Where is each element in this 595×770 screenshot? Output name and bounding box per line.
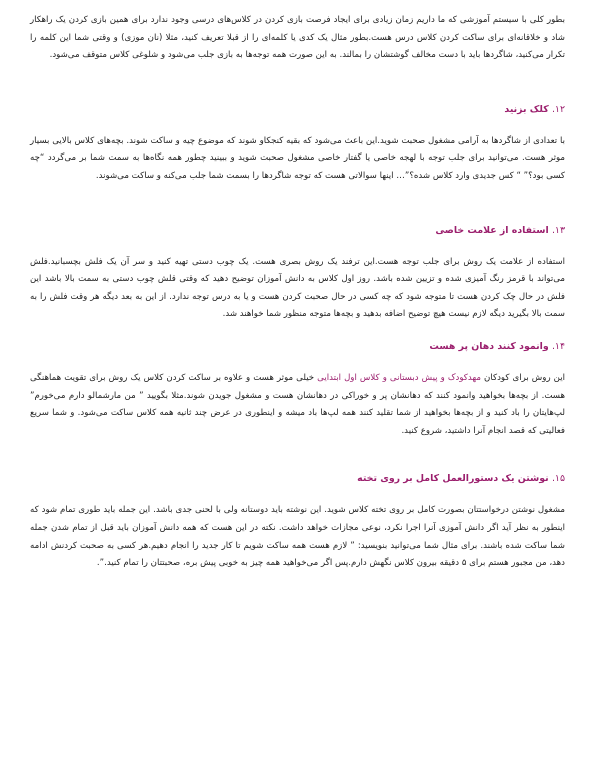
section-12-number: ۱۲. bbox=[551, 103, 565, 115]
section-15-title: نوشتن یک دستورالعمل کامل بر روی تخته bbox=[357, 473, 549, 485]
section-15-body: مشغول نوشتن درخواستتان بصورت کامل بر روی تخته کلاس شوید. این نوشته باید دوستانه ولی با لحنی جدی باشد. این جمله باید طوری تمام شود که اینطور به نظر آید اگر دانش آموزی آنرا اجرا نکرد، نوعی مجازات خواهد داشت. نکته در این هست که همه دانش آموزان باید قبل از تمام شدن جمله شما ساکت شده باشند. برای مثال شما می‌توانید بنویسید: ” لازم هست همه ساکت شویم تا کار جدید را انجام دهیم.هر کسی به صحبت کردنش ادامه دهد، من مجبور هستم برای ۵ دقیقه بیرون کلاس نگهش دارم.پس اگر می‌خواهید همه چیز به خوبی پیش بره، صحبتتان را تمام کنید.”. bbox=[30, 505, 565, 569]
article-page bbox=[30, 12, 565, 573]
section-15-heading bbox=[30, 470, 565, 488]
section-13-heading bbox=[30, 222, 565, 240]
section-13-body: استفاده از علامت یک روش برای جلب توجه هست.این ترفند یک روش بصری هست. یک چوب دستی تهیه کنید و سر آن یک فلش بچسبانید.فلش می‌تواند با قرمز رنگ آمیزی شده و تزیین شده باشد. روز اول کلاس به دانش آموزان توضیح دهید که وقتی قلش چوب دستی به سمت بالا باشد این فلش در حال چک کردن هست تا متوجه شود که چه کسی در حال صحبت کردن هست و یا به درس توجه ندارد. از این به بعد دیگه هر وقت فلش را به سمت بالا بگیرید دیگه لازم نیست هیچ توضیح اضافه بدهید و بچه‌ها متوجه منظور شما خواهند شد. bbox=[30, 256, 565, 320]
section-14-body-part-3: خیلی موثر هست و علاوه بر ساکت کردن کلاس یک روش برای تقویت هماهنگی هست. از بچه‌ها بخواهید وانمود کنند که دهانشان پر و خوراکی در دهانشان هست و مشغول جویدن شوند.مثلا بگویید ” من مارشمالو دارم می‌خورم” لپ‌هایتان را باد کنید و از بچه‌ها بخواهید از شما تقلید کنند همه لپ‌ها باد میشه و اینطوری در عرض چند ثانیه همه کلاس ساکت می‌شود. و شما سریع فعالیتی که قصد انجام آنرا داشتید، شروع کنید. bbox=[30, 372, 565, 436]
section-14-heading bbox=[30, 338, 565, 356]
section-14-number: ۱۴. bbox=[551, 340, 565, 352]
section-15-number: ۱۵. bbox=[551, 473, 565, 485]
intro-paragraph: بطور کلی با سیستم آموزشی که ما داریم زمان زیادی برای ایجاد فرصت بازی کردن در کلاس‌های درسی وجود ندارد برای همین بازی کردن یک راهکار شاد و خلاقانه‌ای برای ساکت کردن کلاس درس هست.بطور مثال یک کدی یا کلمه‌ای را از قبلا تعریف کنید، مثلا (نان موزی) و وقتی شما این کلمه را تکرار می‌کنید، شاگردها باید با دست مخالف گوشتشان را بمالند. به این صورت همه توجه‌ها به بازی جلب می‌شود و شلوغی کلاس متوقف می‌شود. bbox=[30, 15, 565, 61]
section-12-heading bbox=[30, 101, 565, 119]
section-12-body: با تعدادی از شاگردها به آرامی مشغول صحبت شوید.این باعث می‌شود که بقیه کنجکاو شوند که موضوع چیه و ساکت شوند. بچه‌های کلاس بالایی بسیار موثر هست. می‌توانید برای جلب توجه با لهجه خاصی یا گفتار خاصی مشغول صحبت شوید و ببینید چطور همه نگاه‌ها به سمت شما بر می‌گردد “چه کسی بود؟” “ کس جدیدی وارد کلاس شده؟”… اینها سوالاتی هست که توجه شاگردها را بسمت شما جلب می‌کنه و ساکت می‌شوند. bbox=[30, 135, 565, 181]
section-12-title: کلک بزنید bbox=[504, 103, 549, 115]
section-14-body bbox=[30, 370, 565, 440]
section-14-title: وانمود کنند دهان پر هست bbox=[429, 340, 549, 352]
section-14-body-highlight: مهدکودک و پیش دبستانی و کلاس اول ابتدایی bbox=[317, 372, 481, 383]
section-13-number: ۱۳. bbox=[551, 224, 565, 236]
section-13-title: استفاده از علامت خاصی bbox=[435, 224, 549, 236]
section-14-body-part-1: این روش برای کودکان bbox=[480, 372, 565, 383]
